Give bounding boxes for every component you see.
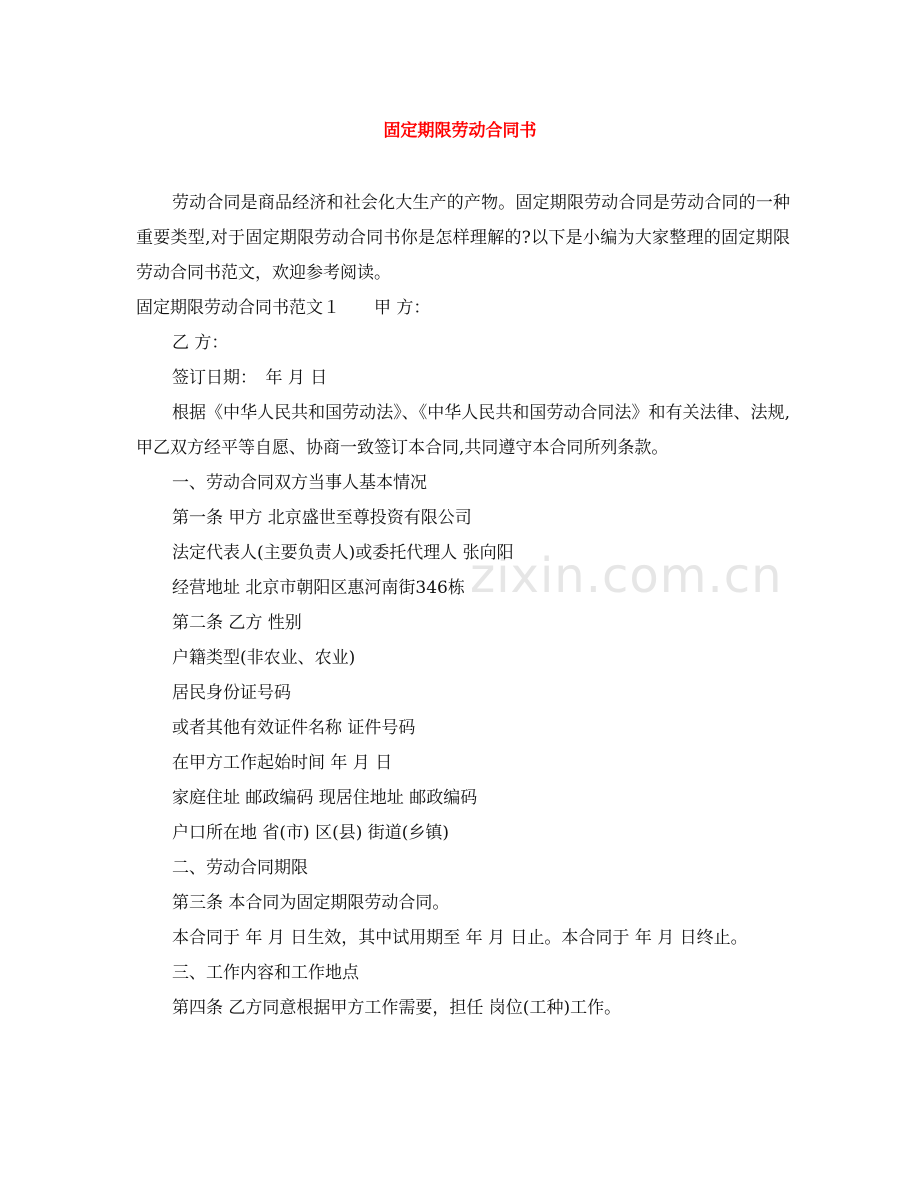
paragraph: 第三条 本合同为固定期限劳动合同。	[172, 893, 450, 913]
paragraph: 户籍类型(非农业、农业)	[172, 648, 356, 668]
paragraph: 户口所在地 省(市) 区(县) 街道(乡镇)	[172, 823, 450, 843]
paragraph: 二、劳动合同期限	[172, 858, 308, 878]
paragraph: 固定期限劳动合同书范文１ 甲 方：	[136, 298, 431, 318]
paragraph: 经营地址 北京市朝阳区惠河南街346栋	[172, 578, 465, 598]
paragraph: 法定代表人(主要负责人)或委托代理人 张向阳	[172, 543, 514, 563]
paragraph: 根据《中华人民共和国劳动法》、《中华人民共和国劳动合同法》和有关法律、法规,甲乙双方经平等自愿、协商一致签订本合同,共同遵守本合同所列条款。	[136, 403, 790, 458]
paragraph: 在甲方工作起始时间 年 月 日	[172, 753, 393, 773]
paragraph: 第二条 乙方 性别	[172, 613, 302, 633]
document-title: 固定期限劳动合同书	[383, 121, 537, 141]
paragraph: 劳动合同是商品经济和社会化大生产的产物。固定期限劳动合同是劳动合同的一种重要类型,对于固定期限劳动合同书你是怎样理解的?以下是小编为大家整理的固定期限劳动合同书范文，欢迎参考阅读。	[136, 193, 790, 283]
paragraph: 或者其他有效证件名称 证件号码	[172, 718, 416, 738]
document-body	[136, 186, 790, 1026]
paragraph: 三、工作内容和工作地点	[172, 963, 359, 983]
paragraph: 签订日期： 年 月 日	[172, 368, 328, 388]
paragraph: 一、劳动合同双方当事人基本情况	[172, 473, 427, 493]
paragraph: 乙 方：	[172, 333, 229, 353]
paragraph: 第四条 乙方同意根据甲方工作需要，担任 岗位(工种)工作。	[172, 998, 622, 1018]
paragraph: 第一条 甲方 北京盛世至尊投资有限公司	[172, 508, 472, 528]
watermark: zixin.com.cn	[470, 548, 783, 604]
paragraph: 居民身份证号码	[172, 683, 291, 703]
paragraph: 家庭住址 邮政编码 现居住地址 邮政编码	[172, 788, 478, 808]
paragraph: 本合同于 年 月 日生效，其中试用期至 年 月 日止。本合同于 年 月 日终止。	[172, 928, 748, 948]
